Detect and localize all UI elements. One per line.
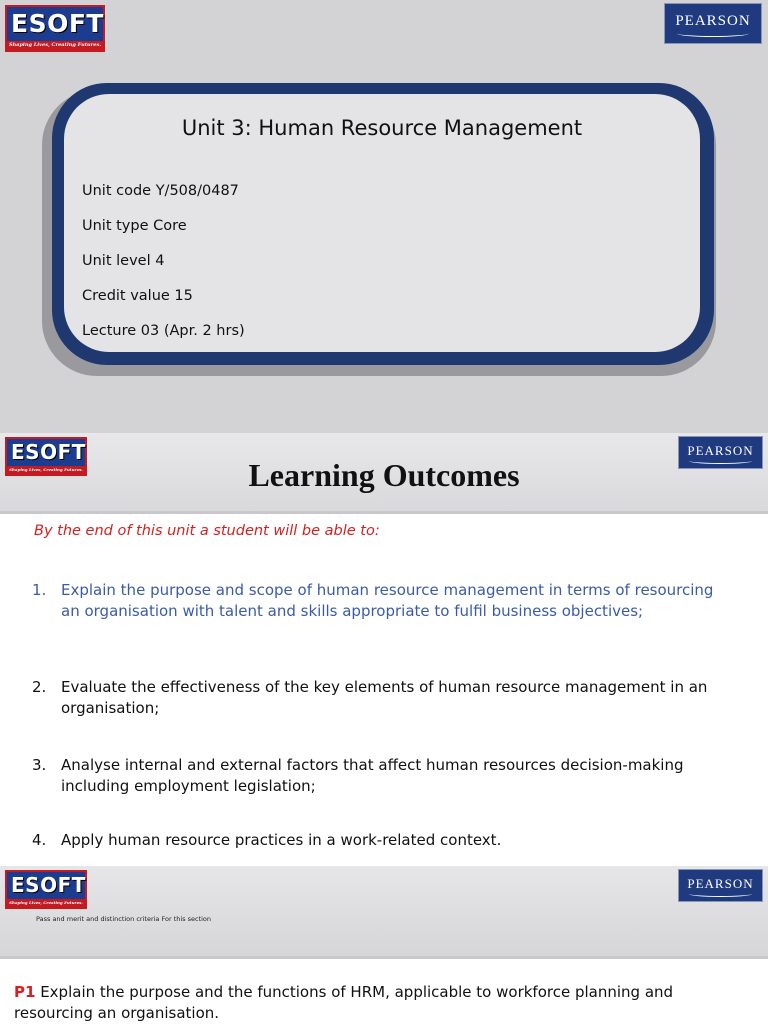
pearson-swoosh-icon [689,891,752,897]
outcome-item [32,580,722,622]
pearson-logo-text: PEARSON [687,876,754,891]
slide-header [0,866,768,959]
esoft-logo-text: ESOFT [11,873,86,897]
unit-title: Unit 3: Human Resource Management [181,116,583,140]
esoft-logo-text: ESOFT [11,440,86,464]
esoft-tagline: Shaping Lives, Creating Futures. [8,42,102,48]
outcome-text: Apply human resource practices in a work-related context. [61,831,502,849]
outcome-text: Analyse internal and external factors that affect human resources decision-making including employment legislation; [61,756,684,795]
criteria-note: Pass and merit and distinction criteria For this section [36,915,212,923]
criterion-code: P1 [14,983,36,1001]
esoft-logo-text: ESOFT [11,9,104,38]
slide-criteria [0,866,768,1024]
unit-type: Unit type Core [82,218,187,234]
slide-unit-info [0,0,768,433]
criterion-text: Explain the purpose and the functions of HRM, applicable to workforce planning and resourcing an organisation. [14,983,674,1022]
esoft-tagline: Shaping Lives, Creating Futures. [7,899,85,907]
intro-text: By the end of this unit a student will be able to: [34,523,380,539]
slide-learning-outcomes [0,433,768,866]
outcome-number: 3. [32,756,47,774]
esoft-logo [5,5,105,52]
pearson-logo [678,869,763,902]
outcome-number: 2. [32,678,47,696]
criterion-p1 [14,982,714,1024]
unit-code: Unit code Y/508/0487 [82,183,239,199]
outcome-text: Explain the purpose and scope of human resource management in terms of resourcing an organisation with talent and skills appropriate to fulfil business objectives; [61,581,714,620]
outcome-number: 4. [32,831,47,849]
outcome-item [32,755,722,797]
unit-level: Unit level 4 [82,253,165,269]
pearson-logo-text: PEARSON [687,443,754,458]
esoft-logo [5,870,87,909]
outcome-item [32,677,722,719]
outcome-text: Evaluate the effectiveness of the key elements of human resource management in an organisation; [61,678,708,717]
pearson-swoosh-icon [677,30,750,37]
esoft-tagline: Shaping Lives, Creating Futures. [7,466,85,474]
pearson-logo-text: PEARSON [675,13,751,29]
outcome-item [32,830,722,851]
lecture-info: Lecture 03 (Apr. 2 hrs) [82,323,245,339]
pearson-logo [664,3,762,44]
outcome-number: 1. [32,581,47,599]
credit-value: Credit value 15 [82,288,193,304]
page-title: Learning Outcomes [248,457,520,493]
